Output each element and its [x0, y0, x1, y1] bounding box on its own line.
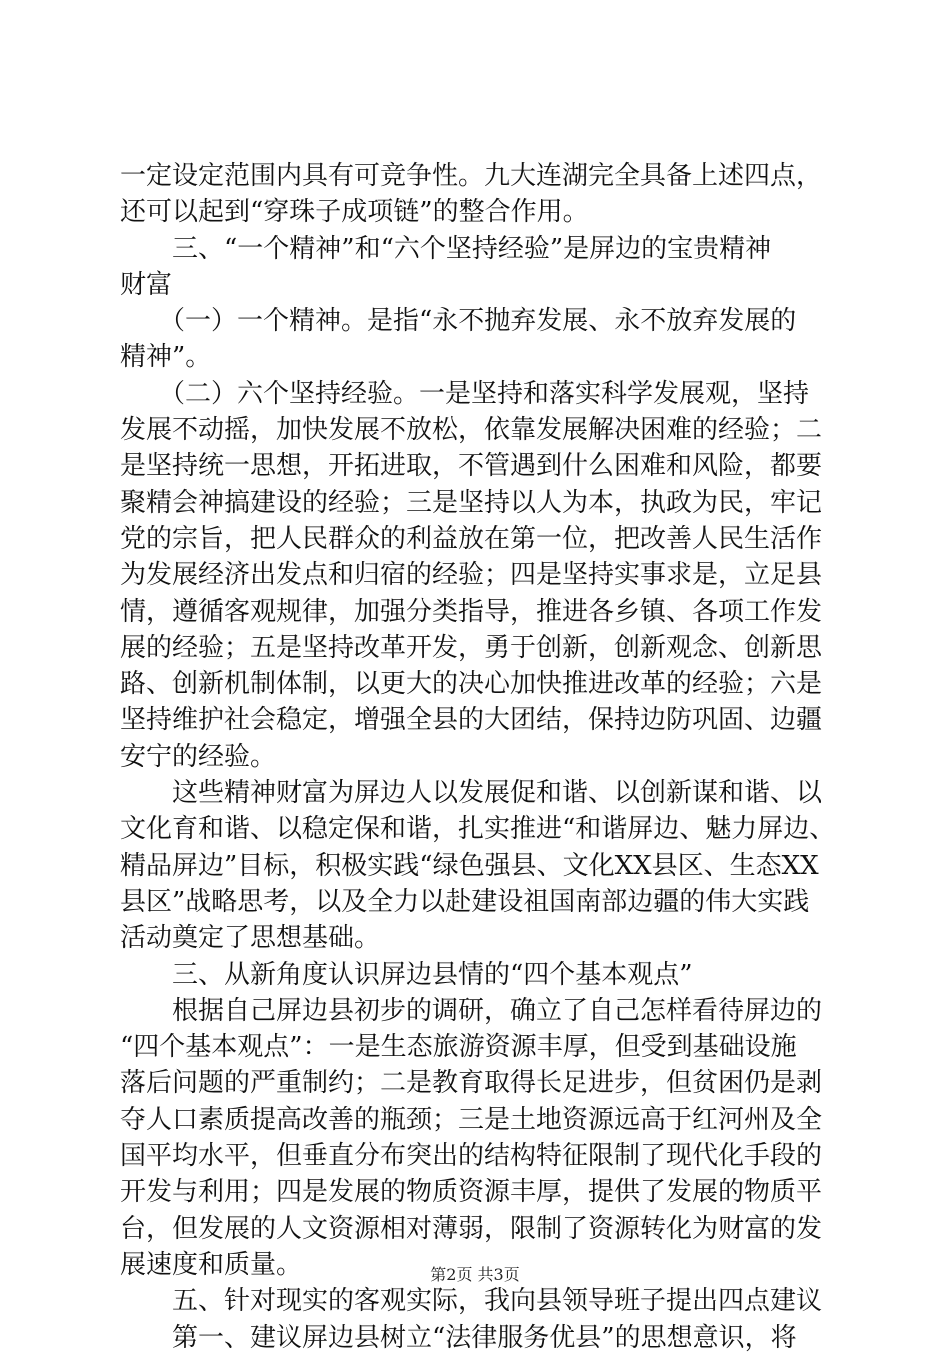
text-line: 活动奠定了思想基础。 — [120, 923, 381, 954]
text-line: 展的经验；五是坚持改革开发，勇于创新，创新观念、创新思 — [120, 632, 823, 663]
text-line: 三、“一个精神”和“六个坚持经验”是屏边的宝贵精神 — [120, 233, 772, 264]
text-line: 党的宗旨，把人民群众的利益放在第一位，把改善人民生活作 — [120, 523, 823, 554]
text-line: 县区”战略思考，以及全力以赴建设祖国南部边疆的伟大实践 — [120, 886, 810, 917]
text-line: 聚精会神搞建设的经验；三是坚持以人为本，执政为民，牢记 — [120, 487, 823, 518]
text-line: 精神”。 — [120, 342, 212, 373]
document-body — [120, 158, 840, 1356]
text-line: 三、从新角度认识屏边县情的“四个基本观点” — [120, 959, 693, 990]
text-line: 落后问题的严重制约；二是教育取得长足进步，但贫困仍是剥 — [120, 1068, 823, 1099]
text-line: 开发与利用；四是发展的物质资源丰厚，提供了发展的物质平 — [120, 1177, 823, 1208]
text-line: 这些精神财富为屏边人以发展促和谐、以创新谋和谐、以 — [120, 778, 823, 809]
text-line: 为发展经济出发点和归宿的经验；四是坚持实事求是，立足县 — [120, 560, 823, 591]
text-line: 根据自己屏边县初步的调研，确立了自己怎样看待屏边的 — [120, 995, 823, 1026]
text-line: 国平均水平，但垂直分布突出的结构特征限制了现代化手段的 — [120, 1141, 823, 1172]
text-line: 路、创新机制体制，以更大的决心加快推进改革的经验；六是 — [120, 669, 823, 700]
text-line: 台，但发展的人文资源相对薄弱，限制了资源转化为财富的发 — [120, 1213, 823, 1244]
text-line: 展速度和质量。 — [120, 1249, 303, 1280]
text-line: “四个基本观点”：一是生态旅游资源丰厚，但受到基础设施 — [120, 1032, 797, 1063]
text-line: 情，遵循客观规律，加强分类指导，推进各乡镇、各项工作发 — [120, 596, 823, 627]
text-line: （一）一个精神。是指“永不抛弃发展、永不放弃发展的 — [120, 306, 797, 337]
text-line: 坚持维护社会稳定，增强全县的大团结，保持边防巩固、边疆 — [120, 705, 823, 736]
text-line: 是坚持统一思想，开拓进取，不管遇到什么困难和风险，都要 — [120, 451, 823, 482]
text-line: 精品屏边”目标，积极实践“绿色强县、文化XX县区、生态XX — [120, 850, 819, 881]
text-line: 还可以起到“穿珠子成项链”的整合作用。 — [120, 197, 589, 228]
text-line: 一定设定范围内具有可竞争性。九大连湖完全具备上述四点， — [120, 161, 823, 191]
text-line: 发展不动摇，加快发展不放松，依靠发展解决困难的经验；二 — [120, 415, 823, 446]
text-line: 夺人口素质提高改善的瓶颈；三是土地资源远高于红河州及全 — [120, 1104, 823, 1135]
text-line: 安宁的经验。 — [120, 741, 277, 772]
text-line: 财富 — [120, 269, 173, 300]
text-line: 五、针对现实的客观实际，我向县领导班子提出四点建议 — [120, 1286, 823, 1317]
page-footer: 第2页 共3页 — [430, 1265, 520, 1284]
text-line: （二）六个坚持经验。一是坚持和落实科学发展观，坚持 — [120, 378, 810, 409]
text-line: 第一、建议屏边县树立“法律服务优县”的思想意识，将 — [120, 1322, 797, 1353]
text-line: 文化育和谐、以稳定保和谐，扎实推进“和谐屏边、魅力屏边、 — [120, 814, 836, 845]
